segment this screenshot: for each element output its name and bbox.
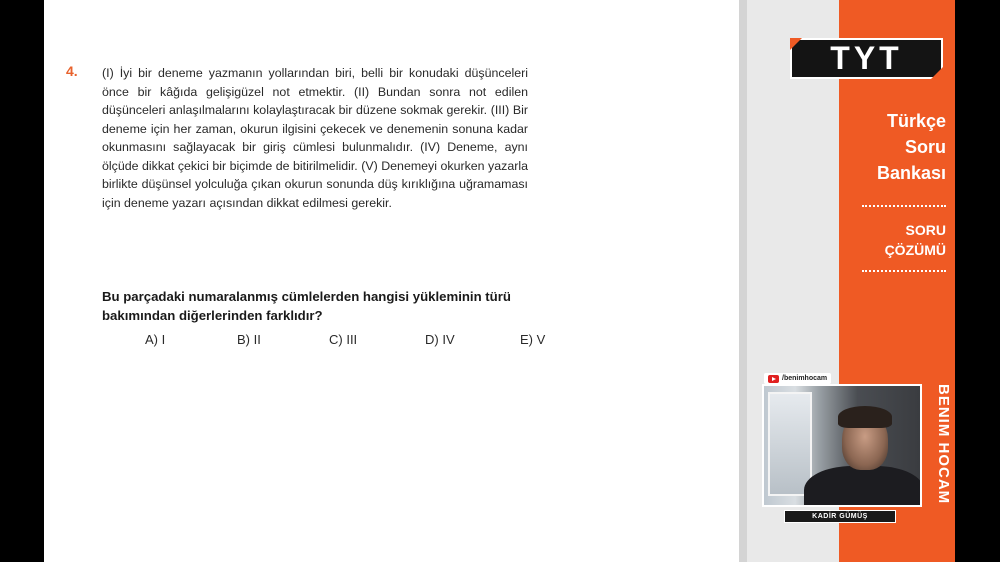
divider <box>739 0 747 562</box>
sidebar-subtitle <box>846 220 946 260</box>
option-b[interactable]: B) II <box>237 332 261 347</box>
title-line-1: Türkçe <box>886 111 946 131</box>
option-a[interactable]: A) I <box>145 332 166 347</box>
question-body: (I) İyi bir deneme yazmanın yollarından biri, belli bir konudaki düşünceleri önce bir kâğıda gelişigüzel not etmektir. (II) Bundan sonra not edilen düşünceleri anlaşılmalarını kolaylaştıracak bir düzene sokmak gerekir. (III) Bir deneme için her zaman, okurun ilgisini çekecek ve denemenin sonuna kadar okunmasını sağlayacak bir giriş cümlesi bulunmalıdır. (IV) Deneme, aynı ölçüde dikkat çekici bir biçimde de bitirilmelidir. (V) Denemeyi okurken yazarla birlikte düşünsel yolculuğa çıkan okurun sonunda düş kırıklığına uğramaması için deneme yazarı açısından dikkat edilmesi gerekir. <box>102 66 528 210</box>
presenter-hair <box>838 406 892 428</box>
dotted-divider-top <box>862 205 946 207</box>
youtube-channel-badge <box>764 373 831 384</box>
title-line-2: Soru <box>904 137 946 157</box>
channel-handle: /benimhocam <box>782 375 828 382</box>
sidebar-title <box>846 108 946 186</box>
option-e[interactable]: E) V <box>520 332 546 347</box>
youtube-icon <box>768 375 779 383</box>
option-d[interactable]: D) IV <box>425 332 455 347</box>
question-number: 4. <box>66 63 78 79</box>
presenter-body <box>804 466 922 507</box>
option-c[interactable]: C) III <box>329 332 358 347</box>
dotted-divider-bottom <box>862 270 946 272</box>
subtitle-line-2: ÇÖZÜMÜ <box>884 242 946 258</box>
question-prompt: Bu parçadaki numaralanmış cümlelerden hangisi yükleminin türü bakımından diğerlerinden farklıdır? <box>102 289 511 323</box>
subtitle-line-1: SORU <box>905 222 946 238</box>
presenter-name-tag: KADİR GÜMÜŞ <box>784 510 896 523</box>
webcam-feed <box>762 384 922 507</box>
right-border <box>955 0 1000 562</box>
tyt-badge: TYT <box>790 38 943 79</box>
title-line-3: Bankası <box>876 163 946 183</box>
background-window <box>768 392 812 496</box>
brand-vertical-text: BENIM HOCAM <box>935 384 952 505</box>
